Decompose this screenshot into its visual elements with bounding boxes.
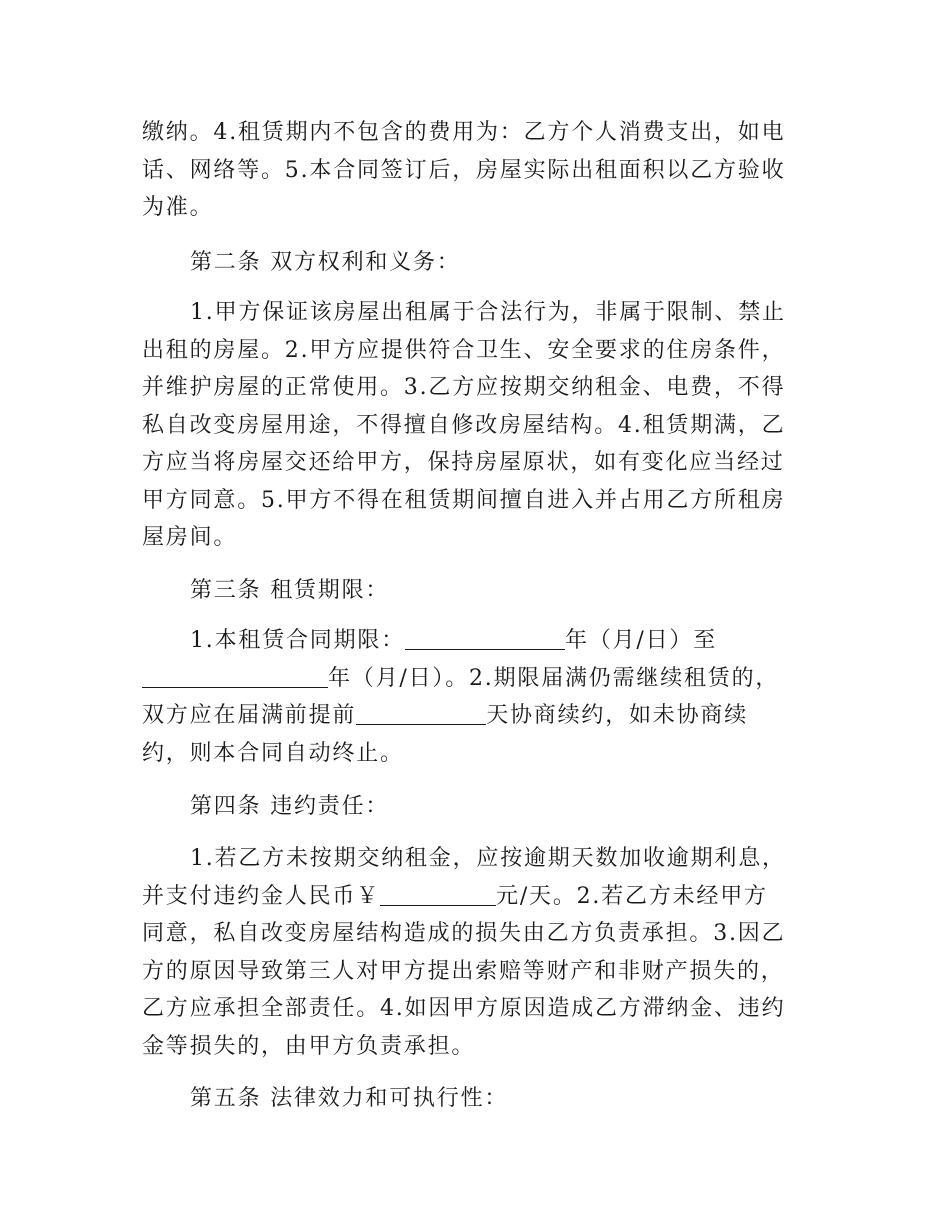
- text-line: 并维护房屋的正常使用。3.乙方应按期交纳租金、电费，不得: [142, 375, 786, 400]
- text-segment: 元/天。2.若乙方未经甲方: [496, 883, 768, 909]
- text-line: 为准。: [142, 195, 214, 220]
- text-segment: 年（月/日）。2.期限届满仍需继续租赁的，: [328, 665, 780, 691]
- text-line: 1.若乙方未按期交纳租金，应按逾期天数加收逾期利息，: [190, 846, 786, 871]
- paragraph-continuation: [142, 114, 808, 227]
- text-line: 出租的房屋。2.甲方应提供符合卫生、安全要求的住房条件，: [142, 337, 786, 363]
- text-line: 私自改变房屋用途，不得擅自修改房屋结构。4.租赁期满，乙: [142, 412, 786, 438]
- article-4-body: [142, 840, 808, 1065]
- text-line: [142, 660, 808, 698]
- text-line: 屋房间。: [142, 525, 238, 550]
- article-3-body: [142, 622, 808, 772]
- text-line: 方的原因导致第三人对甲方提出索赔等财产和非财产损失的，: [142, 958, 785, 984]
- text-line: 缴纳。4.租赁期内不包含的费用为：乙方个人消费支出，如电: [142, 120, 786, 145]
- article-2-body: [142, 294, 808, 557]
- text-line: 同意，私自改变房屋结构造成的损失由乙方负责承担。3.因乙: [142, 921, 786, 946]
- text-line: [142, 878, 808, 916]
- text-line: 约，则本合同自动终止。: [142, 740, 404, 766]
- text-line: 1.甲方保证该房屋出租属于合法行为，非属于限制、禁止: [190, 300, 786, 325]
- text-line: 话、网络等。5.本合同签订后，房屋实际出租面积以乙方验收: [142, 157, 786, 183]
- text-segment: 年（月/日）至: [565, 628, 718, 653]
- text-segment: 并支付违约金人民币￥: [142, 883, 381, 909]
- text-segment: 双方应在届满前提前: [142, 703, 357, 728]
- fill-in-blank[interactable]: [405, 627, 565, 650]
- article-5-heading: 第五条 法律效力和可执行性：: [190, 1086, 509, 1111]
- text-line: [142, 622, 808, 660]
- fill-in-blank[interactable]: [380, 883, 496, 906]
- article-2-heading: 第二条 双方权利和义务：: [190, 250, 461, 275]
- text-line: 方应当将房屋交还给甲方，保持房屋原状，如有变化应当经过: [142, 450, 785, 475]
- text-segment: 1.本租赁合同期限：: [190, 628, 405, 653]
- text-line: [142, 697, 808, 735]
- text-line: 金等损失的，由甲方负责承担。: [142, 1033, 476, 1059]
- article-4-heading: 第四条 违约责任：: [190, 794, 390, 819]
- text-segment: 天协商续约，如未协商续: [486, 703, 749, 728]
- fill-in-blank[interactable]: [356, 702, 486, 725]
- article-3-heading: 第三条 租赁期限：: [190, 578, 390, 603]
- text-line: 甲方同意。5.甲方不得在租赁期间擅自进入并占用乙方所租房: [142, 487, 786, 513]
- text-line: 乙方应承担全部责任。4.如因甲方原因造成乙方滞纳金、违约: [142, 996, 786, 1021]
- fill-in-blank[interactable]: [142, 665, 328, 688]
